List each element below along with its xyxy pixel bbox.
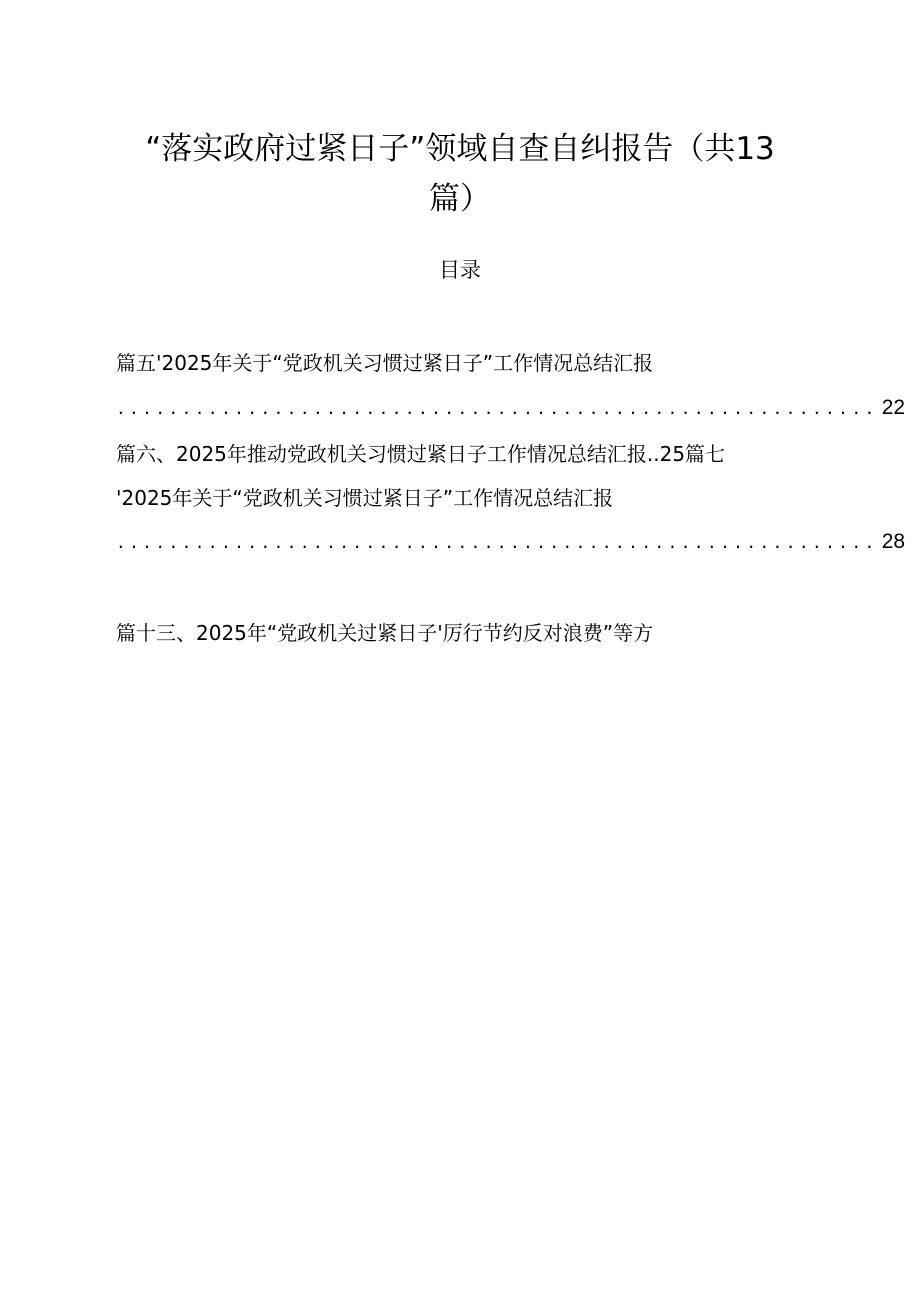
toc-entry-6[interactable]: 篇六、2025年推动党政机关习惯过紧日子工作情况总结汇报..25篇七	[116, 442, 726, 466]
toc-entry-7[interactable]: '2025年关于“党政机关习惯过紧日子”工作情况总结汇报	[116, 486, 614, 510]
toc-entry-13[interactable]: 篇十三、2025年“党政机关过紧日子'厉行节约反对浪费”等方	[116, 621, 654, 645]
toc-heading: 目录	[439, 258, 481, 282]
page-number: 28	[881, 530, 906, 553]
toc-entry-5[interactable]: 篇五'2025年关于“党政机关习惯过紧日子”工作情况总结汇报	[116, 351, 654, 375]
toc-entry-7-leader	[116, 528, 906, 557]
page-number: 22	[881, 396, 906, 419]
toc-entry-5-leader	[116, 394, 906, 423]
dot-leader: ..........................................................	[116, 399, 878, 418]
dot-leader: ..........................................................	[116, 533, 878, 552]
title-line-2: 篇）	[429, 181, 491, 217]
document-title	[110, 124, 810, 224]
title-line-1: “落实政府过紧日子”领域自查自纠报告（共13	[145, 131, 775, 167]
